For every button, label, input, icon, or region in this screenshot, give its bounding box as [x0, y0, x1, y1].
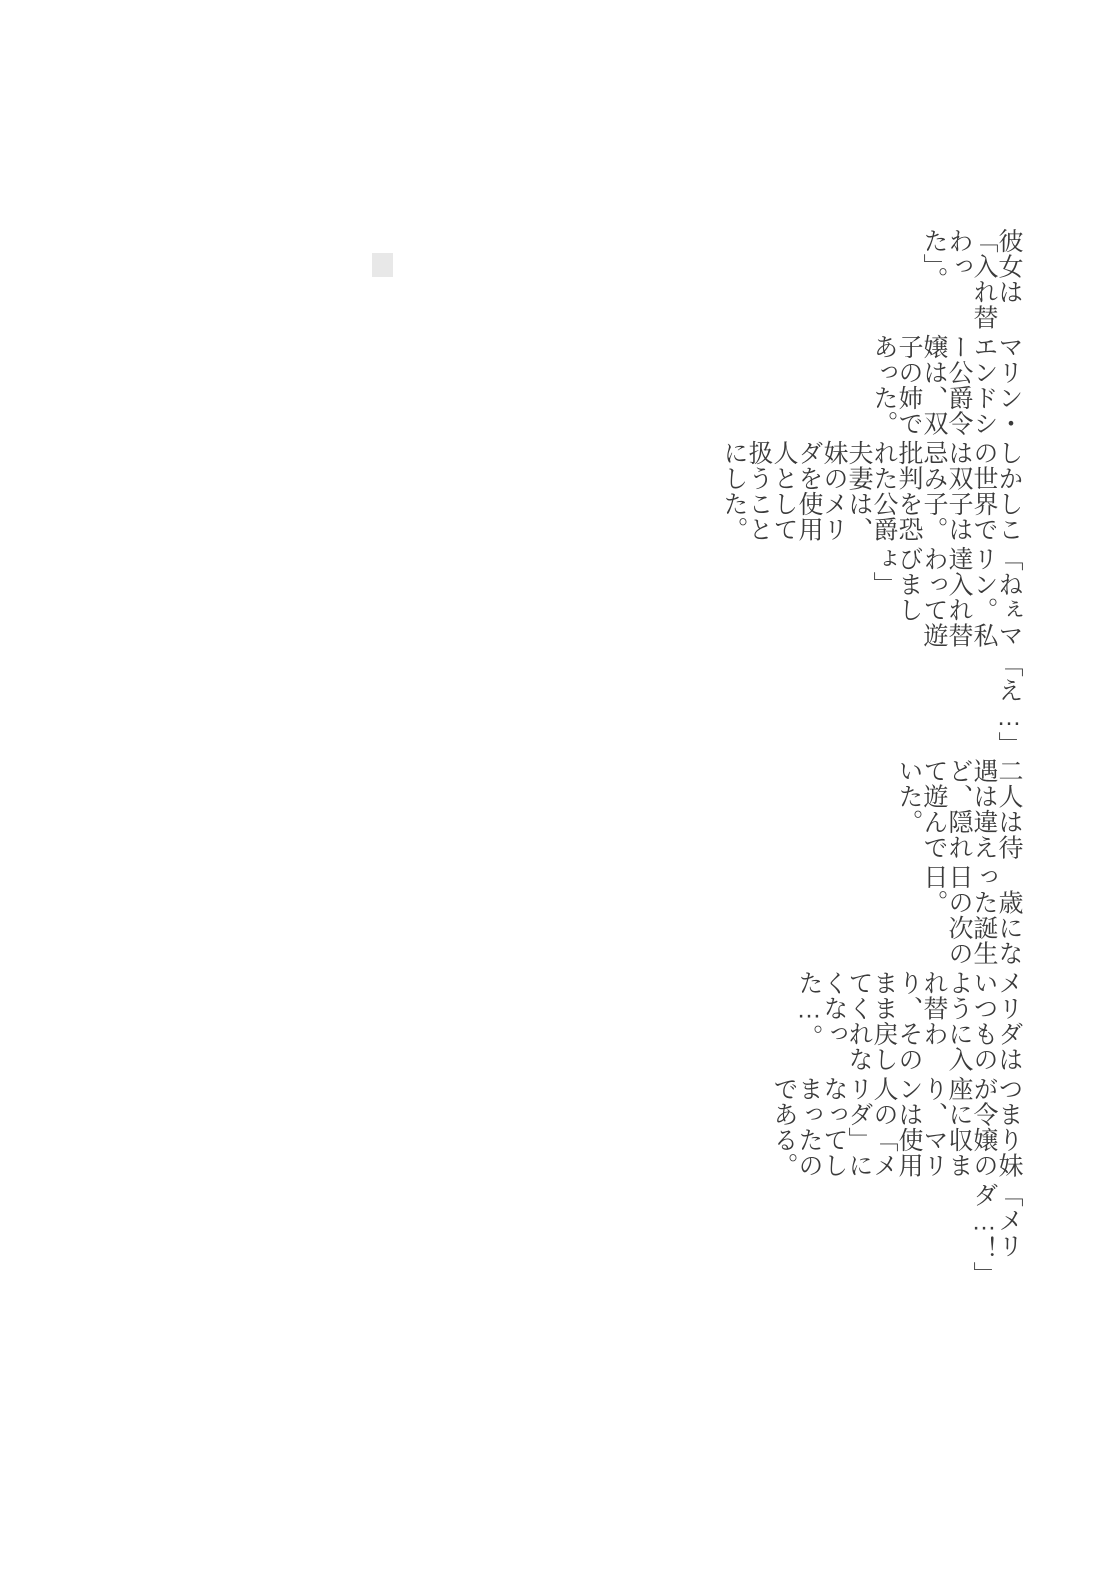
paragraph: 「ねぇマリン。私達入れ替わって遊びましょ」 [870, 546, 1023, 648]
paragraph: 歳になった誕生日の次の日。 [920, 864, 1023, 966]
paragraph: 「メリダ…！」 [970, 1182, 1023, 1287]
paragraph: しかしこの世界では双子は忌み子。批判を恐れた公爵夫妻は、妹のメリダを使用人として扱うことにした。 [720, 440, 1023, 542]
vertical-text-body [700, 228, 1021, 1288]
redaction-block [372, 253, 393, 277]
paragraph: マリン・エンドシー公爵令嬢は、双子の姉であった。 [870, 334, 1023, 436]
paragraph: つまり妹が令嬢の座に収まり、マリンは使用人の「メリダ」になってしまったのである。 [770, 1076, 1023, 1178]
paragraph: 二人は待遇は違えど、隠れて遊んでいた。 [895, 758, 1023, 860]
paragraph: 「え…」 [995, 652, 1023, 757]
paragraph: メリダはいつものように入れ替わり、そのまま戻してくれなくなった…。 [795, 970, 1023, 1072]
paragraph: 彼女は「入れ替わった」。 [920, 228, 1023, 330]
